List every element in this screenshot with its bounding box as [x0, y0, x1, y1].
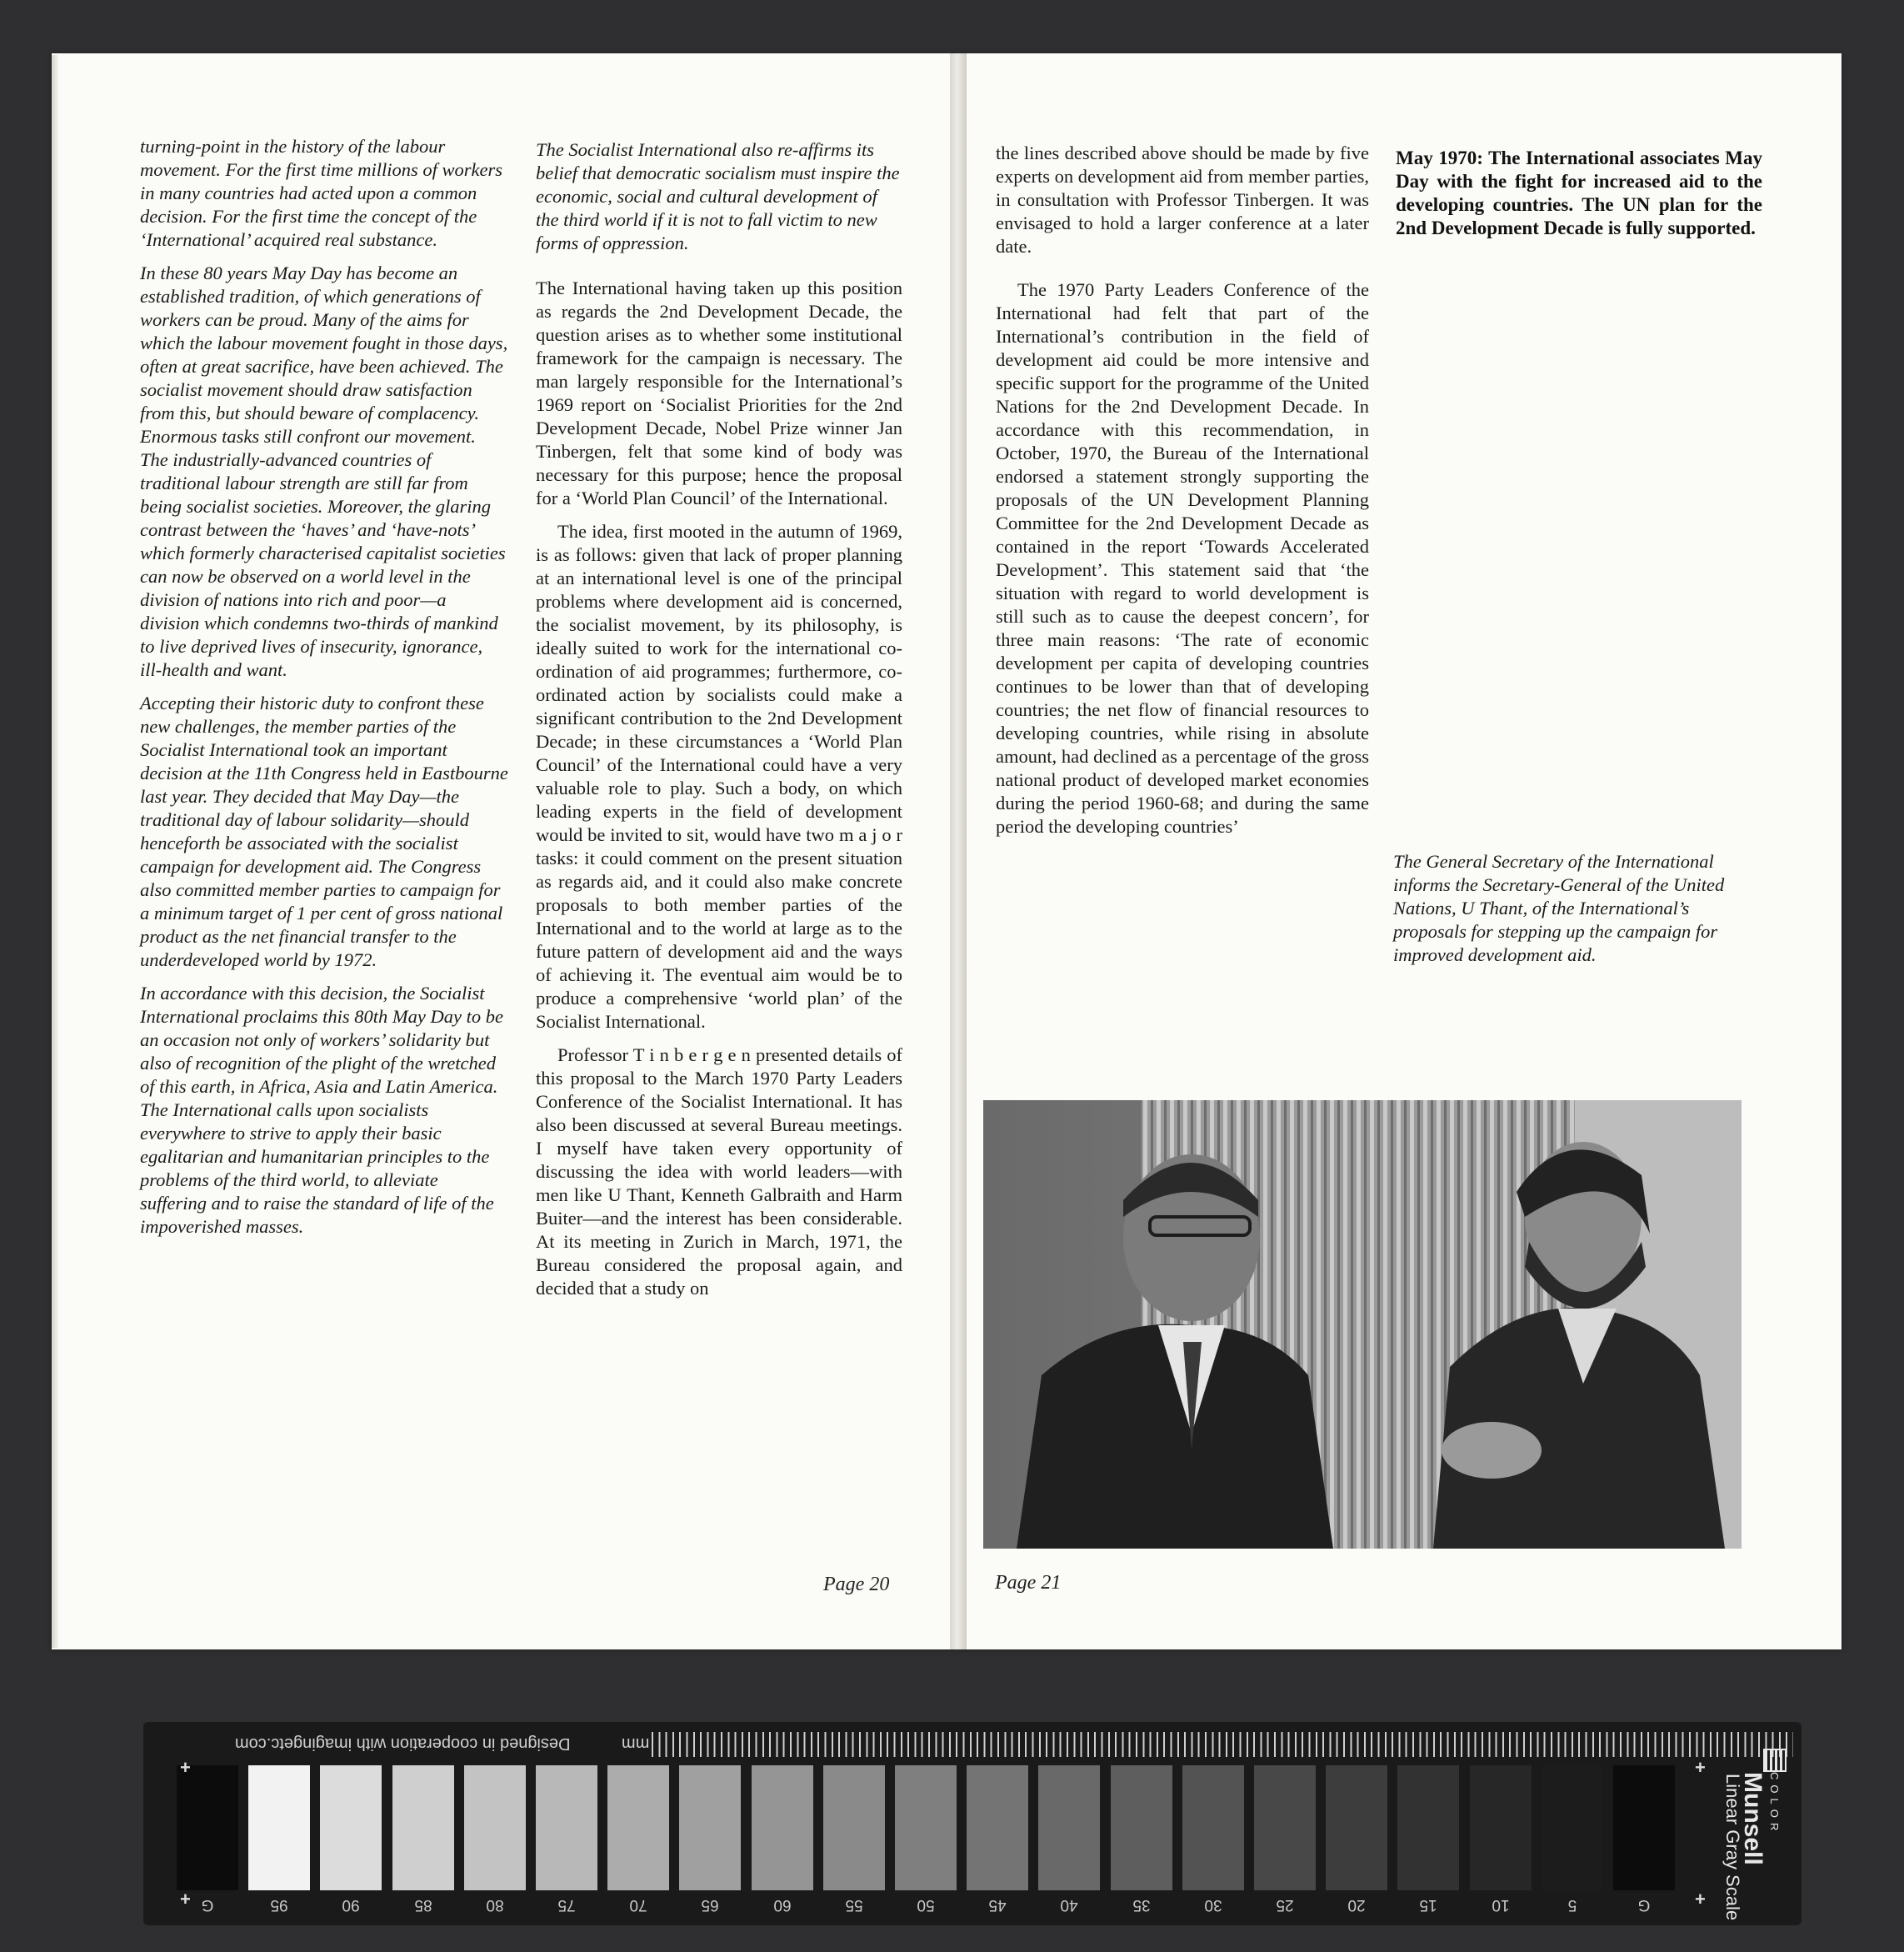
gray-swatch: [1542, 1765, 1603, 1890]
paragraph: In these 80 years May Day has become an established tradition, of which generations of workers can be proud. Many of the aims for which the labour movement fought in those days, often at great sacrifice, have been achieved. The socialist movement should draw satisfaction from this, but should beware of complacency. Enormous tasks still confront our movement. The industrially-advanced countries of traditional labour strength are still far from being socialist societies. Moreover, the glaring contrast between the ‘haves’ and ‘have-nots’ which formerly characterised capitalist societies can now be observed on a world level in the division of nations into rich and poor—a division which condemns two-thirds of mankind to live deprived lives of insecurity, ignorance, ill-health and want.: [140, 263, 508, 680]
paragraph: the lines described above should be made by five experts on development aid from member parties, in consultation with Professor Tinbergen. It was envisaged to hold a larger conference at a later date.: [996, 143, 1369, 257]
mm-ruler: [652, 1732, 1793, 1757]
gray-swatch: [1111, 1765, 1172, 1890]
gray-swatch: [607, 1765, 669, 1890]
gray-swatch: [320, 1765, 382, 1890]
gray-swatch: [967, 1765, 1028, 1890]
paragraph: The 1970 Party Leaders Conference of the International had felt that part of the International’s contribution in the field of development aid could be more intensive and specific support for the programme of the United Nations for the 2nd Development Decade. In accordance with this recommendation, in October, 1970, the Bureau of the International endorsed a statement strongly supporting the proposals of the UN Development Planning Committee for the 2nd Development Decade as contained in the report ‘Towards Accelerated Development’. This statement said that ‘the situation with regard to world development is still such as to cause the deepest concern’, for three main reasons: ‘The rate of economic development per capita of developing countries continues to be lower than that of developing countries; the net flow of financial resources to developing countries, while rising in absolute amount, had declined as a percentage of the gross national product of developed market economies during the period 1960-68; and during the same period the developing countries’: [996, 279, 1369, 837]
swatch-label: 95: [270, 1896, 288, 1914]
paragraph: turning-point in the history of the labour movement. For the first time millions of workers in many countries had acted upon a common decision. For the first time the concept of the ‘International’ acquired real substance.: [140, 136, 502, 250]
swatch-label: 65: [701, 1896, 719, 1914]
munsell-logo-icon: [1763, 1749, 1787, 1772]
page-edge: [52, 55, 58, 1648]
paragraph: The International having taken up this position as regards the 2nd Development Decade, the question arises as to whether some institutional framework for the campaign is necessary. The man largely responsible for the International’s 1969 report on ‘Socialist Priorities for the 2nd Development Decade, Nobel Prize winner Jan Tinbergen, felt that some kind of body was necessary for this purpose; hence the proposal for a ‘World Plan Council’ of the International.: [536, 278, 902, 508]
paragraph: In accordance with this decision, the Socialist International proclaims this 80th May Day to be an occasion not only of workers’ solidarity but also of recognition of the plight of the wretched of this earth, in Africa, Asia and Latin America. The International calls upon socialists everywhere to strive to apply their basic egalitarian and humanitarian principles to the problems of the third world, to alleviate suffering and to raise the standard of life of the impoverished masses.: [140, 983, 503, 1237]
swatch-label: 45: [988, 1896, 1007, 1914]
registration-mark: +: [1695, 1757, 1706, 1778]
page-number-left: Page 20: [823, 1574, 890, 1595]
swatch-label: 30: [1204, 1896, 1222, 1914]
italic-statement: [536, 138, 902, 255]
swatch-label: G: [1637, 1896, 1651, 1914]
swatch-label: 15: [1419, 1896, 1437, 1914]
munsell-brand: [1718, 1772, 1793, 1922]
gray-swatch: [823, 1765, 885, 1890]
swatch-label: 5: [1567, 1896, 1577, 1914]
gray-swatch: [248, 1765, 310, 1890]
swatch-label: 25: [1276, 1896, 1294, 1914]
swatch-label: 55: [845, 1896, 863, 1914]
paragraph: The Socialist International also re-affirms its belief that democratic socialism must inspire the economic, social and cultural development of the third world if it is not to fall victim to new forms of oppression.: [536, 139, 900, 253]
photo-caption: The General Secretary of the International informs the Secretary-General of the United Nations, U Thant, of the International’s proposals for stepping up the campaign for improved development aid.: [1393, 851, 1725, 965]
swatch-label: 50: [917, 1896, 935, 1914]
left-column-italic: [140, 135, 508, 1249]
gray-swatch: [177, 1765, 238, 1890]
gray-swatch: [895, 1765, 957, 1890]
paragraph: The idea, first mooted in the autumn of 1969, is as follows: given that lack of proper planning at an international level is one of the principal problems where development aid is concerned, the socialist movement, by its philosophy, is ideally suited to work for the international co-ordination of aid programmes; furthermore, co-ordinated action by socialists could make a significant contribution to the 2nd Development Decade; in these circumstances a ‘World Plan Council’ of the International could have a very valuable role to play. Such a body, on which leading experts in the field of development would be invited to sit, would have two m a j o r tasks: it could comment on the present situation as regards aid, and it could also make concrete proposals to both member parties of the International and to the world at large as to the future pattern of development aid and the ways of achieving it. The eventual aim would be to produce a comprehensive ‘world plan’ of the Socialist International.: [536, 521, 902, 1032]
swatch-label: 20: [1347, 1896, 1366, 1914]
gray-swatch: [679, 1765, 741, 1890]
card-title: Linear Gray Scale: [1722, 1774, 1743, 1921]
paragraph: Professor T i n b e r g e n presented details of this proposal to the March 1970 Party Leaders Conference of the Socialist International. It has also been discussed at several Bureau meetings. I myself have taken every opportunity of discussing the idea with world leaders—with men like U Thant, Kenneth Galbraith and Harm Buiter—and the interest has been considerable. At its meeting in Zurich in March, 1971, the Bureau considered the proposal again, and decided that a study on: [536, 1044, 902, 1299]
swatch-label: 70: [629, 1896, 647, 1914]
gray-swatch: [464, 1765, 526, 1890]
gray-swatch: [1613, 1765, 1675, 1890]
gray-swatch: [1254, 1765, 1316, 1890]
gray-swatch: [392, 1765, 454, 1890]
sidebar: [1396, 147, 1762, 250]
paragraph: Accepting their historic duty to confront these new challenges, the member parties of the Socialist International took an important decision at the 11th Congress held in Eastbourne last year. They decided that May Day—the traditional day of labour solidarity—should henceforth be associated with the socialist campaign for development aid. The Congress also committed member parties to campaign for a minimum target of 1 per cent of gross national product as the net financial transfer to the underdeveloped world by 1972.: [140, 693, 508, 970]
registration-mark: +: [1695, 1889, 1706, 1909]
gray-swatch: [1470, 1765, 1532, 1890]
swatch-label: 35: [1132, 1896, 1151, 1914]
swatch-label: 40: [1060, 1896, 1078, 1914]
gray-swatch: [536, 1765, 597, 1890]
gray-swatch: [1182, 1765, 1244, 1890]
photograph-illustration: [983, 1100, 1742, 1549]
swatch-label: 80: [486, 1896, 504, 1914]
brand-name: Munsell: [1739, 1772, 1767, 1865]
swatch-label: G: [201, 1896, 214, 1914]
registration-mark: +: [180, 1757, 191, 1778]
body-text: [536, 277, 902, 1300]
ruler-unit: mm: [622, 1734, 650, 1753]
sidebar-heading: May 1970: The International associates May Day with the fight for increased aid to the developing countries. The UN plan for the 2nd Development Decade is fully supported.: [1396, 148, 1762, 238]
gray-scale-card: [143, 1722, 1802, 1925]
swatch-label: 60: [773, 1896, 792, 1914]
swatch-label: 75: [557, 1896, 576, 1914]
page-number-right: Page 21: [995, 1572, 1062, 1594]
card-credit: Designed in cooperation with imagingetc.com: [235, 1734, 571, 1753]
photograph: [983, 1100, 1742, 1549]
registration-mark: +: [180, 1889, 191, 1909]
right-page-body-column: [996, 142, 1369, 848]
swatch-label: 85: [414, 1896, 432, 1914]
gray-swatch: [1326, 1765, 1387, 1890]
gray-swatch: [752, 1765, 813, 1890]
gray-swatch: [1038, 1765, 1100, 1890]
brand-tag: COLOR: [1768, 1772, 1781, 1836]
book-gutter: [950, 53, 967, 1649]
swatch-label: 10: [1492, 1896, 1510, 1914]
left-page-second-column: [536, 138, 902, 1310]
gray-swatch: [1397, 1765, 1459, 1890]
swatch-label: 90: [342, 1896, 360, 1914]
